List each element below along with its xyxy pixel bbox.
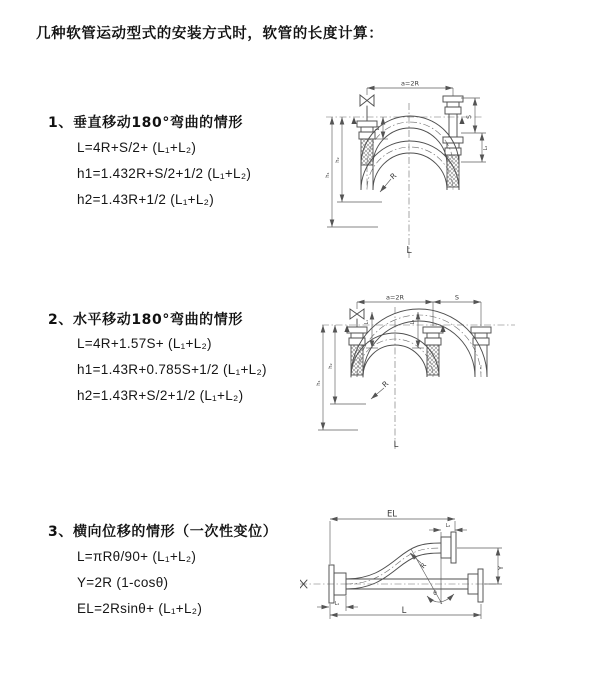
length-label: L <box>401 606 407 616</box>
theta-label: θ <box>433 591 437 597</box>
centerlines <box>322 307 515 450</box>
section-2-formula-h1: h1=1.43R+0.785S+1/2 (L₁+L₂) <box>77 362 267 377</box>
dim-label-l2: L₂ <box>411 319 416 325</box>
dim-label-l1: L₁ <box>365 319 370 325</box>
anchor-arrow <box>440 325 445 332</box>
anchor-arrow <box>351 117 356 124</box>
diagram-horizontal-180-bend <box>310 282 600 467</box>
section-3-formula-l: L=πRθ/90+ (L₁+L₂) <box>77 549 197 564</box>
radius-label: R <box>418 561 429 571</box>
dimension-lines <box>317 519 502 619</box>
section-1-heading: 1、垂直移动180°弯曲的情形 <box>48 115 243 131</box>
section-2-heading: 2、水平移动180°弯曲的情形 <box>48 312 243 328</box>
section-3-formula-el: EL=2Rsinθ+ (L₁+L₂) <box>77 601 203 616</box>
section-2-formula-l: L=4R+1.57S+ (L₁+L₂) <box>77 336 212 351</box>
dim-label-a2r: a=2R <box>400 79 420 88</box>
section-1-formula-h2: h2=1.43R+1/2 (L₁+L₂) <box>77 192 215 207</box>
radius-label: R <box>380 379 391 390</box>
anchor-arrow <box>459 117 464 124</box>
section-3-heading: 3、横向位移的情形（一次性变位） <box>48 524 278 540</box>
length-label: L <box>406 245 412 256</box>
anchor-arrow <box>344 325 349 332</box>
dim-label-l1: L₁ <box>375 125 381 131</box>
diagram-lateral-displacement <box>300 505 600 645</box>
dim-label-h2: h₂ <box>335 157 341 163</box>
dim-label-h2: h₂ <box>328 363 334 369</box>
section-2-formula-h2: h2=1.43R+S/2+1/2 (L₁+L₂) <box>77 388 244 403</box>
dim-label-h1: h₁ <box>316 380 322 386</box>
section-1-formula-h1: h1=1.432R+S/2+1/2 (L₁+L₂) <box>77 166 252 181</box>
radius-label: R <box>388 171 399 182</box>
dim-label-l2: L₂ <box>445 524 451 529</box>
diagram-vertical-180-bend <box>310 75 600 265</box>
section-3-formula-y: Y=2R (1-cosθ) <box>77 575 169 590</box>
hose-assembly <box>357 88 463 190</box>
hose-assembly <box>347 302 491 377</box>
hose-assembly <box>300 532 483 603</box>
dimension-lines <box>327 88 486 227</box>
length-label: L <box>393 440 399 450</box>
dim-label-s: S <box>466 115 473 119</box>
section-1-formula-l: L=4R+S/2+ (L₁+L₂) <box>77 140 197 155</box>
dim-label-l2: L₂ <box>483 145 489 151</box>
dim-label-l1: L₁ <box>334 602 340 607</box>
valve-icon <box>350 309 364 319</box>
dimension-lines <box>318 302 481 430</box>
dim-label-y: Y <box>497 565 505 571</box>
valve-icon <box>360 95 374 106</box>
dim-label-s: S <box>454 293 460 302</box>
dim-label-a2r: a=2R <box>385 293 405 302</box>
page-title: 几种软管运动型式的安装方式时，软管的长度计算： <box>36 26 384 42</box>
dim-label-h1: h₁ <box>325 172 331 178</box>
dim-label-el: EL <box>386 509 398 520</box>
